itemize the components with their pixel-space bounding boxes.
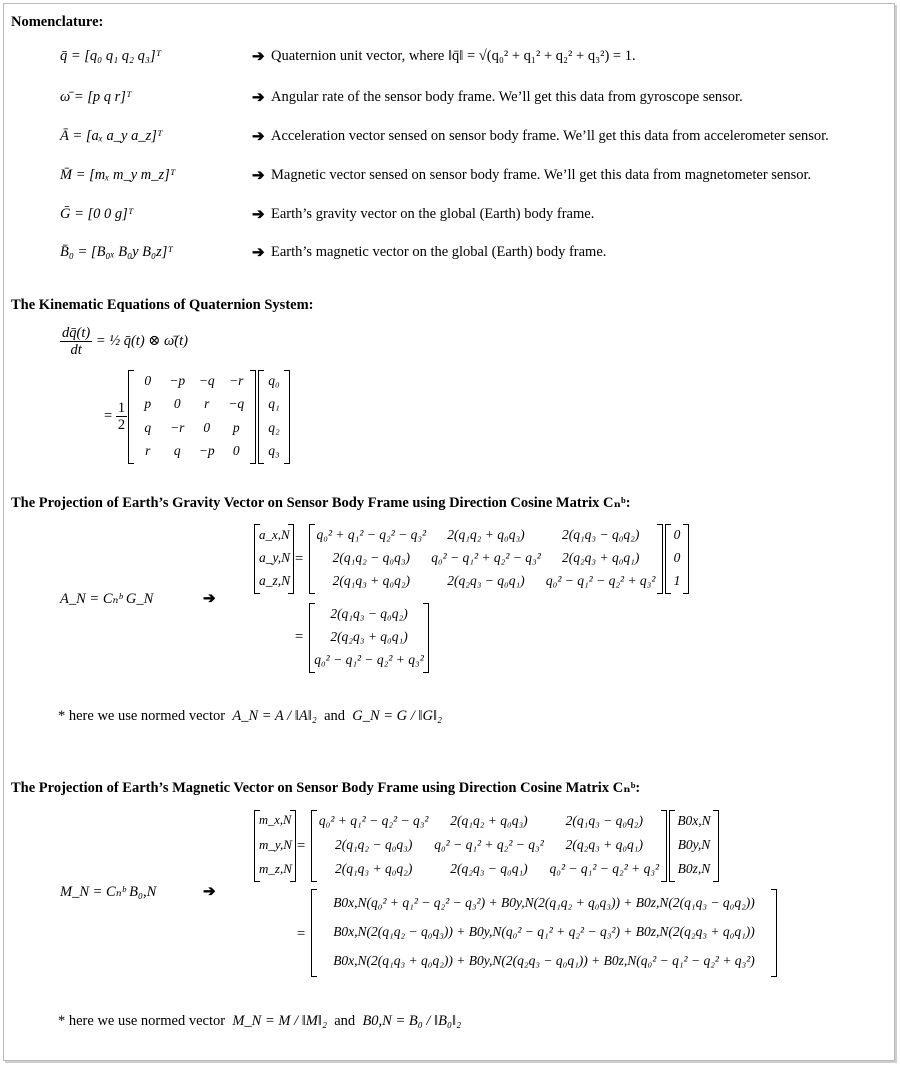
kinematic-omega-matrix <box>128 370 256 464</box>
vector-cell: B0x,N <box>677 813 711 828</box>
matrix-cell: 2(q₂q₃ − q₀q₁) <box>447 573 525 589</box>
magnetic-dcm-matrix <box>311 810 667 882</box>
arrow-icon: ➔ <box>252 129 265 145</box>
vector-cell: B0x,N(2(q₁q₃ + q₀q₂)) + B0y,N(2(q₂q₃ − q₀q₁)) + B0z,N(q₀² − q₁² − q₂² + q₃²) <box>333 953 755 969</box>
magnetic-arrow-icon: ➔ <box>203 884 216 900</box>
vector-cell: m_x,N <box>259 813 292 827</box>
matrix-cell: 2(q₁q₃ − q₀q₂) <box>561 526 640 542</box>
matrix-cell: 2(q₂q₃ + q₀q₁) <box>565 837 643 852</box>
gravity-dcm-matrix <box>309 524 663 594</box>
matrix-cell: q₀² + q₁² − q₂² − q₃² <box>316 526 427 542</box>
vector-cell: m_z,N <box>259 861 292 876</box>
matrix-cell: 2(q₁q₂ − q₀q₃) <box>334 837 413 852</box>
kinematic-heading: The Kinematic Equations of Quaternion System: <box>11 297 314 313</box>
matrix-cell: q <box>144 419 152 435</box>
magnetic-note-eq1: M_N = M / ‖M‖₂ <box>232 1013 327 1029</box>
vector-cell: q₀ <box>268 372 280 388</box>
matrix-cell: −p <box>169 372 186 388</box>
vector-cell: 0 <box>673 550 681 565</box>
magnetic-result-vector <box>311 889 777 977</box>
vector-cell: 1 <box>673 573 681 589</box>
matrix-cell: q₀² − q₁² − q₂² + q₃² <box>549 861 660 876</box>
vector-cell: q₂ <box>268 419 280 435</box>
vector-cell: q₁ <box>268 396 280 412</box>
matrix-cell: 0 <box>232 443 240 459</box>
kinematic-half: = $\frac{1}{2}$ <box>104 400 126 433</box>
vector-cell: B0x,N(2(q₁q₂ − q₀q₃)) + B0y,N(q₀² − q₁² + q₂² − q₃²) + B0z,N(2(q₂q₃ + q₀q₁)) <box>333 924 755 939</box>
nomenclature-description: Acceleration vector sensed on sensor body frame. We’ll get this data from accelerometer sensor. <box>271 128 829 144</box>
matrix-cell: 2(q₁q₃ − q₀q₂) <box>565 813 643 828</box>
gravity-note-eq2: G_N = G / ‖G‖₂ <box>352 708 443 724</box>
matrix-cell: 0 <box>203 419 211 435</box>
matrix-cell: 2(q₂q₃ + q₀q₁) <box>561 550 640 565</box>
gravity-lhs-vector <box>254 524 294 594</box>
arrow-icon: ➔ <box>252 245 265 261</box>
arrow-icon: ➔ <box>252 168 265 184</box>
matrix-cell: −r <box>170 419 185 435</box>
nomenclature-description: Magnetic vector sensed on sensor body frame. We’ll get this data from magnetometer sensor. <box>271 167 812 183</box>
matrix-cell: q <box>173 443 181 459</box>
matrix-cell: 2(q₁q₂ − q₀q₃) <box>332 550 411 565</box>
nomenclature-symbol: q̄ = [q₀ q₁ q₂ q₃]ᵀ <box>60 48 162 64</box>
vector-cell: 2(q₁q₃ − q₀q₂) <box>330 605 408 621</box>
gravity-note-eq1: A_N = A / ‖A‖₂ <box>232 708 317 724</box>
vector-cell: a_x,N <box>259 526 290 542</box>
matrix-cell: q₀² + q₁² − q₂² − q₃² <box>318 813 429 828</box>
matrix-cell: r <box>145 443 151 459</box>
kinematic-derivative: $\frac{dq̄(t)}{dt}$ = ½ q̄(t) ⊗ ω̄(t) <box>62 325 188 358</box>
magnetic-heading: The Projection of Earth’s Magnetic Vector on Sensor Body Frame using Direction Cosine Matrix Cₙᵇ: <box>11 780 641 796</box>
magnetic-equals-1: = <box>297 838 306 854</box>
vector-cell: m_y,N <box>259 837 292 852</box>
gravity-note: * here we use normed vector A_N = A / ‖A‖₂ and G_N = G / ‖G‖₂ <box>58 708 443 724</box>
vector-cell: B0x,N(q₀² + q₁² − q₂² − q₃²) + B0y,N(2(q₁q₂ + q₀q₃)) + B0z,N(2(q₁q₃ − q₀q₂)) <box>333 894 755 910</box>
magnetic-equation: M_N = Cₙᵇ B₀,N <box>60 884 157 900</box>
gravity-equals-1: = <box>295 551 304 567</box>
gravity-arrow-icon: ➔ <box>203 591 216 607</box>
nomenclature-symbol: B̄₀ = [B₀ₓ B₀y B₀z]ᵀ <box>60 244 173 260</box>
matrix-cell: 2(q₁q₂ + q₀q₃) <box>450 813 528 828</box>
magnetic-note-eq2: B0,N = B₀ / ‖B₀‖₂ <box>362 1013 462 1029</box>
matrix-cell: 2(q₁q₂ + q₀q₃) <box>447 526 525 542</box>
vector-cell: B0y,N <box>677 837 711 852</box>
matrix-cell: −p <box>198 443 215 459</box>
vector-cell: a_z,N <box>259 573 291 589</box>
nomenclature-symbol: Ḡ = [0 0 g]ᵀ <box>60 206 134 222</box>
vector-cell: 2(q₂q₃ + q₀q₁) <box>330 629 408 644</box>
matrix-cell: p <box>232 419 240 435</box>
matrix-cell: 2(q₁q₃ + q₀q₂) <box>334 861 413 876</box>
matrix-cell: q₀² − q₁² + q₂² − q₃² <box>431 550 541 565</box>
gravity-result-vector <box>309 603 429 673</box>
vector-cell: q₀² − q₁² − q₂² + q₃² <box>314 652 424 668</box>
matrix-cell: 0 <box>173 396 181 412</box>
matrix-cell: 0 <box>144 372 152 388</box>
kinematic-quaternion-vector <box>258 370 290 464</box>
nomenclature-symbol: Ā = [aₓ a_y a_z]ᵀ <box>60 128 163 144</box>
matrix-cell: −q <box>198 372 215 388</box>
matrix-cell: −r <box>229 372 244 388</box>
gravity-heading: The Projection of Earth’s Gravity Vector on Sensor Body Frame using Direction Cosine Matrix Cₙᵇ: <box>11 495 631 511</box>
nomenclature-description: Quaternion unit vector, where ‖q̄‖ = √(q₀² + q₁² + q₂² + q₃²) = 1. <box>271 48 636 64</box>
matrix-cell: q₀² − q₁² − q₂² + q₃² <box>545 573 656 589</box>
kinematic-rhs-line1: = ½ q̄(t) ⊗ ω̄(t) <box>95 332 188 349</box>
nomenclature-description: Earth’s magnetic vector on the global (Earth) body frame. <box>271 244 607 260</box>
matrix-cell: q₀² − q₁² + q₂² − q₃² <box>434 837 544 852</box>
gravity-g-vector <box>665 524 689 594</box>
matrix-cell: −q <box>228 396 245 412</box>
magnetic-equals-2: = <box>297 926 306 942</box>
nomenclature-description: Earth’s gravity vector on the global (Earth) body frame. <box>271 206 595 222</box>
gravity-equals-2: = <box>295 629 304 645</box>
magnetic-note: * here we use normed vector M_N = M / ‖M‖₂ and B0,N = B₀ / ‖B₀‖₂ <box>58 1013 462 1029</box>
arrow-icon: ➔ <box>252 90 265 106</box>
vector-cell: B0z,N <box>677 861 711 876</box>
nomenclature-symbol: ω̄ = [p q r]ᵀ <box>60 89 132 105</box>
vector-cell: q₃ <box>268 443 280 459</box>
vector-cell: a_y,N <box>259 550 291 565</box>
gravity-equation: A_N = Cₙᵇ G_N <box>60 591 154 607</box>
nomenclature-description: Angular rate of the sensor body frame. We’ll get this data from gyroscope sensor. <box>271 89 743 105</box>
matrix-cell: p <box>144 396 152 412</box>
magnetic-lhs-vector <box>254 810 296 882</box>
vector-cell: 0 <box>673 526 681 542</box>
arrow-icon: ➔ <box>252 207 265 223</box>
matrix-cell: r <box>204 396 210 412</box>
nomenclature-heading: Nomenclature: <box>11 14 104 30</box>
magnetic-b-vector <box>669 810 719 882</box>
nomenclature-symbol: M̄ = [mₓ m_y m_z]ᵀ <box>60 167 176 183</box>
arrow-icon: ➔ <box>252 49 265 65</box>
matrix-cell: 2(q₁q₃ + q₀q₂) <box>332 573 411 589</box>
matrix-cell: 2(q₂q₃ − q₀q₁) <box>450 861 528 876</box>
